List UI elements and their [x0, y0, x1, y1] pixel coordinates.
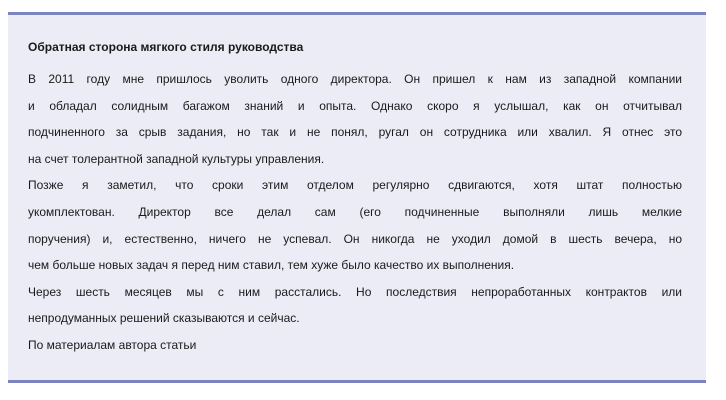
paragraph-line: чем больше новых задач я перед ним ставил, тем хуже было качество их выполнения. [28, 258, 515, 273]
article-paragraph-1 [28, 66, 682, 172]
article-source: По материалам автора статьи [28, 337, 197, 352]
paragraph-line: на счет толерантной западной культуры управления. [28, 151, 325, 166]
article-paragraph-2 [28, 172, 682, 278]
paragraph-line: подчиненного за срыв задания, но так и не понял, ругал он сотрудника или хвалил. Я отнес это [28, 125, 682, 140]
paragraph-line: В 2011 году мне пришлось уволить одного директора. Он пришел к нам из западной компании [28, 72, 682, 86]
paragraph-line: укомплектован. Директор все делал сам (его подчиненные выполняли лишь мелкие [28, 204, 682, 219]
paragraph-line: непродуманных решений сказываются и сейчас. [28, 311, 300, 326]
paragraph-line: поручения) и, естественно, ничего не успевал. Он никогда не уходил домой в шесть вечера, но [28, 231, 682, 246]
article-title: Обратная сторона мягкого стиля руководства [28, 40, 304, 54]
paragraph-line: и обладал солидным багажом знаний и опыта. Однако скоро я услышал, как он отчитывал [28, 98, 682, 113]
paragraph-line: Через шесть месяцев мы с ним расстались. Но последствия непроработанных контрактов или [28, 284, 682, 299]
article-paragraph-3 [28, 279, 682, 332]
paragraph-line: Позже я заметил, что сроки этим отделом регулярно сдвигаются, хотя штат полностью [28, 178, 682, 193]
article-box [8, 12, 706, 383]
